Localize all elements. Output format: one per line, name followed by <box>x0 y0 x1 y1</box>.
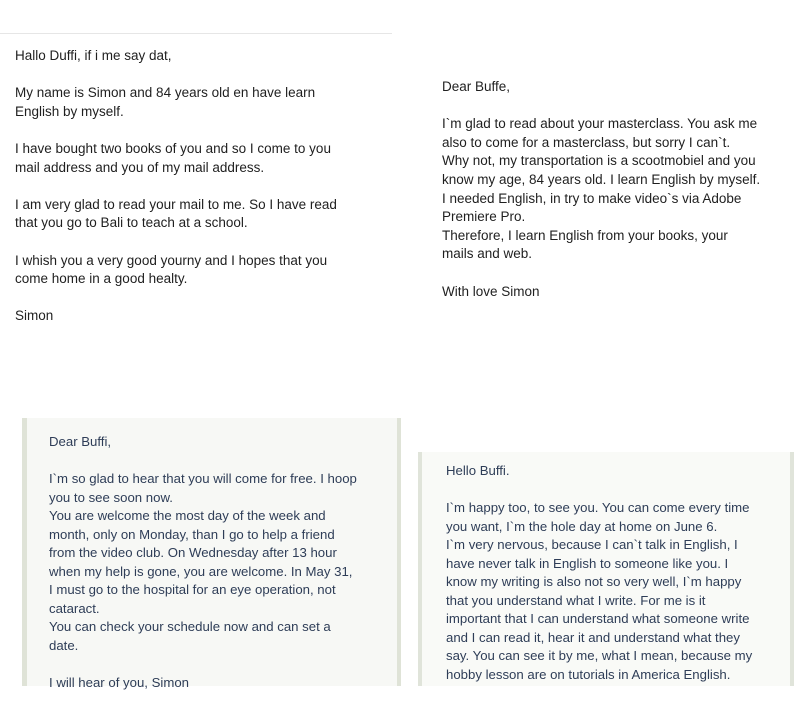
letter-2-signature: With love Simon <box>442 283 540 299</box>
letter-4 <box>418 452 792 686</box>
letter-2 <box>425 34 800 394</box>
letter-1-body: My name is Simon and 84 years old en have learn English by myself. I have bought two books of you and so I come to you mail address and you of my mail address. I am very glad to read your mail to me. So I have read that you go to Bali to teach at a school. I whish you a very good yourny and I hopes that you come home in a good healty. <box>15 85 337 287</box>
letter-3-body: I`m so glad to hear that you will come for free. I hoop you to see soon now. You are welcome the most day of the week and month, only on Monday, than I go to help a friend from the video club. On Wednesday after 13 hour when my help is gone, you are welcome. In May 31, I must go to the hospital for an eye operation, not cataract. You can check your schedule now and can set a date. <box>49 471 357 653</box>
letter-2-greeting: Dear Buffe, <box>442 79 511 94</box>
letter-4-body: I`m happy too, to see you. You can come every time you want, I`m the hole day at home on June 6. I`m very nervous, because I can`t talk in English, I have never talk in English to someone like you. I know my writing is also not so very well, I`m happy that you understand what I write. For me is it important that I can understand what someone write and I can read it, hear it and understand what they say. You can see it by me, what I mean, because my hobby lesson are on tutorials in America English. <box>446 500 753 682</box>
letter-4-greeting: Hello Buffi. <box>446 463 510 478</box>
letter-1-text <box>15 47 337 326</box>
letter-1-greeting: Hallo Duffi, if i me say dat, <box>15 48 172 63</box>
letter-3-border <box>397 418 401 686</box>
letter-2-body: I`m glad to read about your masterclass. You ask me also to come for a masterclass, but sorry I can`t. Why not, my transportation is a scootmobiel and you know my age, 84 years old. I learn English by myself. I needed English, in try to make video`s via Adobe Premiere Pro. Therefore, I learn English from your books, your mails and web. <box>442 116 761 262</box>
letter-4-border <box>790 452 794 686</box>
letter-2-text <box>442 78 760 301</box>
letter-1-signature: Simon <box>15 308 54 324</box>
letter-1 <box>0 34 400 394</box>
letter-3-greeting: Dear Buffi, <box>49 434 112 449</box>
letter-3-signature: I will hear of you, Simon <box>49 674 189 690</box>
letter-3-text <box>49 433 357 692</box>
letter-4-text <box>446 462 752 684</box>
letter-3 <box>22 418 400 690</box>
